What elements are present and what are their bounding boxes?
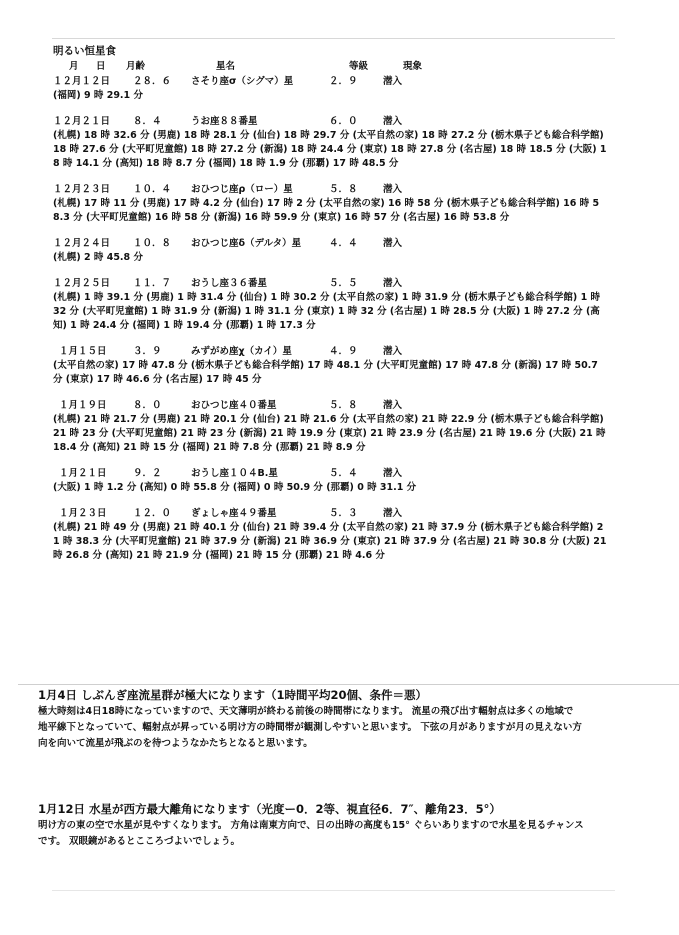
event-moon-age: ９．２ (133, 468, 162, 479)
event-star: おひつじ座ρ（ロー）星 (191, 184, 293, 195)
event-phenomenon: 潜入 (383, 76, 403, 87)
event-times: (札幌) 1 時 39.1 分 (男鹿) 1 時 31.4 分 (仙台) 1 時 30.2 分 (太平自然の家) 1 時 31.9 分 (栃木県子ども総合科学館) 1 時 32 分 (大平町児童館) 1 時 31.9 分 (新潟) 1 時 31.1 分 (東京) 1 時 32 分 (名古屋) 1 時 28.5 分 (大阪) 1 時 27.2 分 (高知) 1 時 24.4 分 (福岡) 1 時 19.4 分 (那覇) 1 時 17.3 分 (53, 292, 600, 331)
event-header (53, 75, 608, 89)
event-star: おひつじ座δ（デルタ）星 (191, 238, 302, 249)
event-moon-age: ８．４ (133, 116, 162, 127)
mercury-notice (38, 800, 638, 850)
event-magnitude: ４．４ (329, 238, 358, 249)
occultation-event (53, 277, 608, 333)
event-phenomenon: 潜入 (383, 116, 403, 127)
event-header (53, 345, 608, 359)
event-times: (札幌) 21 時 49 分 (男鹿) 21 時 40.1 分 (仙台) 21 時 39.4 分 (太平自然の家) 21 時 37.9 分 (栃木県子ども総合科学館) 21 時 38.3 分 (大平町児童館) 21 時 37.9 分 (新潟) 21 時 36.9 分 (東京) 21 時 37.9 分 (名古屋) 21 時 30.8 分 (大阪) 21 時 26.8 分 (高知) 21 時 21.9 分 (福岡) 21 時 15 分 (那覇) 21 時 4.6 分 (53, 522, 607, 561)
occultation-event (53, 75, 608, 103)
meteor-line: 向を向いて流星が飛ぶのを待つようなかたちとなると思います。 (38, 738, 313, 749)
column-star: 星名 (216, 61, 236, 72)
event-phenomenon: 潜入 (383, 238, 403, 249)
event-moon-age: ８．０ (133, 400, 162, 411)
occultation-event (53, 237, 608, 265)
event-magnitude: ５．４ (329, 468, 358, 479)
mercury-line: です。 双眼鏡があるとこころづよいでしょう。 (38, 836, 240, 847)
event-times: (札幌) 21 時 21.7 分 (男鹿) 21 時 20.1 分 (仙台) 21 時 21.6 分 (太平自然の家) 21 時 22.9 分 (栃木県子ども総合科学館) 21 時 23 分 (大平町児童館) 21 時 23 分 (新潟) 21 時 19.9 分 (東京) 21 時 23.9 分 (名古屋) 21 時 19.6 分 (大阪) 21 時 18.4 分 (高知) 21 時 15 分 (福岡) 21 時 7.8 分 (那覇) 21 時 8.9 分 (53, 414, 606, 453)
event-header (53, 399, 608, 413)
event-moon-age: １２．０ (133, 508, 172, 519)
event-phenomenon: 潜入 (383, 346, 403, 357)
event-phenomenon: 潜入 (383, 278, 403, 289)
event-star: みずがめ座χ（カイ）星 (191, 346, 292, 357)
occultation-event (53, 399, 608, 455)
occultation-event (53, 467, 608, 495)
event-date: １月１９日 (59, 400, 107, 411)
event-date: １２月２３日 (53, 184, 111, 195)
event-star: ぎょしゃ座４９番星 (191, 508, 277, 519)
column-moon-age: 月齢 (126, 61, 146, 72)
event-date: １２月１２日 (53, 76, 111, 87)
meteor-line: 極大時刻は4日18時になっていますので、天文薄明が終わる前後の時間帯になります。 流星の飛び出す輻射点は多くの地域で (38, 706, 574, 717)
event-header (53, 237, 608, 251)
event-phenomenon: 潜入 (383, 184, 403, 195)
event-moon-age: １１．７ (133, 278, 172, 289)
event-magnitude: ４．９ (329, 346, 358, 357)
event-star: おうし座１０４B.星 (191, 468, 278, 479)
top-rule (52, 38, 615, 39)
event-date: １２月２５日 (53, 278, 111, 289)
occultation-event (53, 507, 608, 563)
event-star: おひつじ座４０番星 (191, 400, 277, 411)
event-date: １２月２４日 (53, 238, 111, 249)
event-moon-age: １０．８ (133, 238, 172, 249)
event-times: (札幌) 2 時 45.8 分 (53, 252, 143, 263)
occultation-event (53, 345, 608, 387)
mercury-title: 1月12日 水星が西方最大離角になります（光度ー0．2等、視直径6．7″、離角23．5°） (38, 802, 501, 816)
event-times: (札幌) 18 時 32.6 分 (男鹿) 18 時 28.1 分 (仙台) 18 時 29.7 分 (太平自然の家) 18 時 27.2 分 (栃木県子ども総合科学館) 18 時 27.6 分 (大平町児童館) 18 時 27.2 分 (新潟) 18 時 24.4 分 (東京) 18 時 27.8 分 (名古屋) 18 時 18.5 分 (大阪) 18 時 14.1 分 (高知) 18 時 8.7 分 (福岡) 18 時 1.9 分 (那覇) 17 時 48.5 分 (53, 130, 607, 169)
meteor-shower-notice (38, 686, 638, 752)
event-magnitude: ５．８ (329, 400, 358, 411)
event-header (53, 183, 608, 197)
event-magnitude: ５．８ (329, 184, 358, 195)
event-star: さそり座σ（シグマ）星 (191, 76, 294, 87)
event-date: １月２１日 (59, 468, 107, 479)
event-date: １月１５日 (59, 346, 107, 357)
event-magnitude: ６．０ (329, 116, 358, 127)
meteor-body (38, 704, 638, 752)
event-header (53, 115, 608, 129)
event-header (53, 507, 608, 521)
section-divider (18, 684, 679, 685)
event-magnitude: ５．３ (329, 508, 358, 519)
event-star: おうし座３６番星 (191, 278, 268, 289)
event-times: (太平自然の家) 17 時 47.8 分 (栃木県子ども総合科学館) 17 時 48.1 分 (大平町児童館) 17 時 47.8 分 (新潟) 17 時 50.7 分 (東京) 17 時 46.6 分 (名古屋) 17 時 45 分 (53, 360, 598, 385)
event-magnitude: ２．９ (329, 76, 358, 87)
column-month: 月 (69, 61, 79, 72)
event-moon-age: １０．４ (133, 184, 172, 195)
event-header (53, 467, 608, 481)
event-magnitude: ５．５ (329, 278, 358, 289)
event-phenomenon: 潜入 (383, 508, 403, 519)
column-magnitude: 等級 (349, 61, 369, 72)
event-times: (福岡) 9 時 29.1 分 (53, 90, 143, 101)
event-phenomenon: 潜入 (383, 400, 403, 411)
meteor-title: 1月4日 しぶんぎ座流星群が極大になります（1時間平均20個、条件＝悪） (38, 688, 428, 702)
mercury-body (38, 818, 638, 850)
column-day: 日 (96, 61, 106, 72)
column-phenomenon: 現象 (403, 61, 423, 72)
occultation-section (53, 44, 608, 575)
event-moon-age: ３．９ (133, 346, 162, 357)
event-date: １月２３日 (59, 508, 107, 519)
occultation-event (53, 115, 608, 171)
event-date: １２月２１日 (53, 116, 111, 127)
event-header (53, 277, 608, 291)
mercury-line: 明け方の東の空で水星が見やすくなります。 方角は南東方向で、日の出時の高度も15° ぐらいありますので水星を見るチャンス (38, 820, 584, 831)
event-times: (札幌) 17 時 11 分 (男鹿) 17 時 4.2 分 (仙台) 17 時 2 分 (太平自然の家) 16 時 58 分 (栃木県子ども総合科学館) 16 時 58.3 分 (大平町児童館) 16 時 58 分 (新潟) 16 時 59.9 分 (東京) 16 時 57 分 (名古屋) 16 時 53.8 分 (53, 198, 600, 223)
event-times: (大阪) 1 時 1.2 分 (高知) 0 時 55.8 分 (福岡) 0 時 50.9 分 (那覇) 0 時 31.1 分 (53, 482, 417, 493)
column-header (53, 60, 608, 74)
event-phenomenon: 潜入 (383, 468, 403, 479)
event-star: うお座８８番星 (191, 116, 258, 127)
occultation-event (53, 183, 608, 225)
bottom-rule (52, 890, 615, 891)
occultation-title: 明るい恒星食 (53, 45, 116, 57)
event-moon-age: ２８．６ (133, 76, 172, 87)
meteor-line: 地平線下となっていて、輻射点が昇っている明け方の時間帯が観測しやすいと思います。 下弦の月がありますが月の見えない方 (38, 722, 582, 733)
